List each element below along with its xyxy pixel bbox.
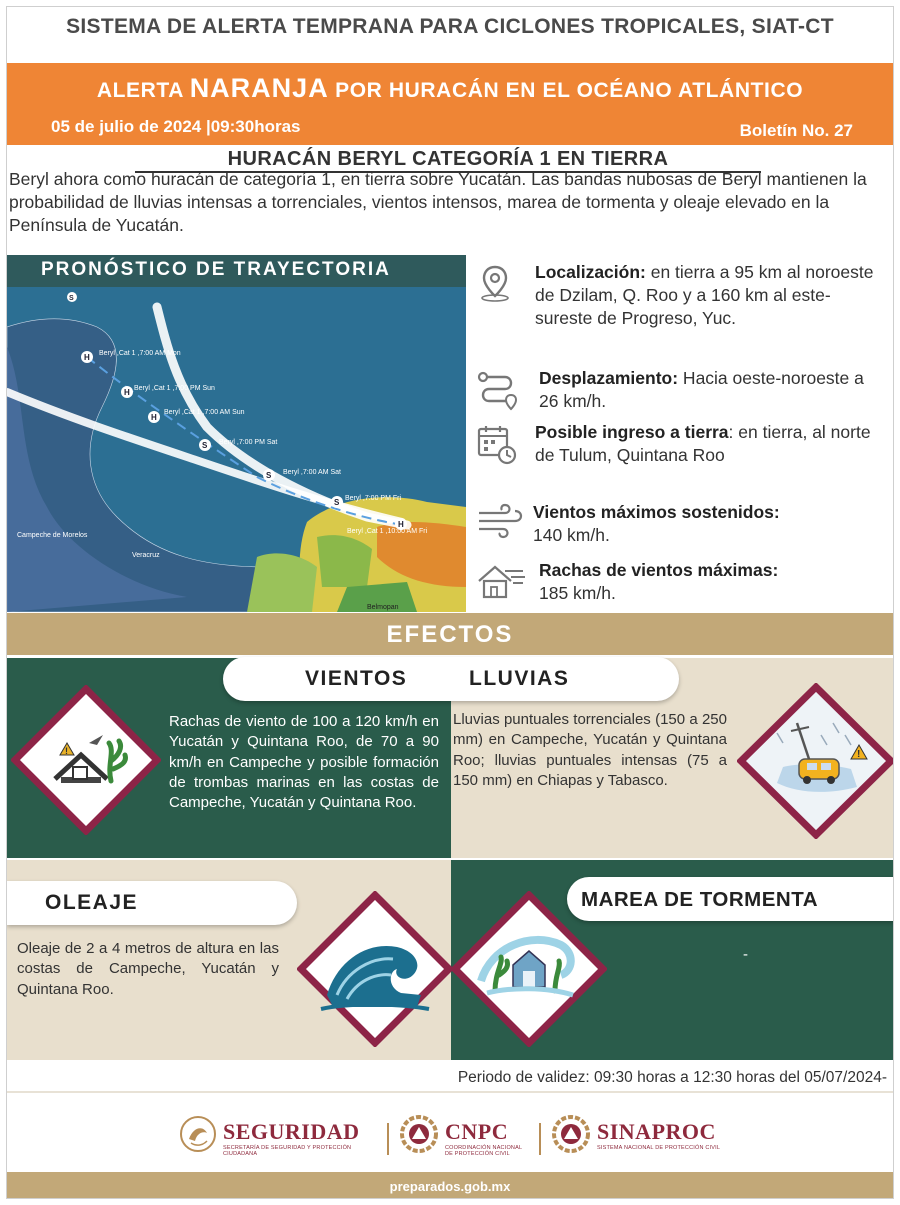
alert-level: NARANJA	[189, 73, 329, 103]
logo-divider	[387, 1123, 389, 1155]
oleaje-pill	[7, 881, 297, 925]
svg-text:!: !	[65, 746, 68, 756]
sinaproc-emblem-icon	[551, 1113, 591, 1155]
cnpc-emblem-icon	[399, 1113, 439, 1155]
institution-logos	[7, 1103, 893, 1173]
effects-title: EFECTOS	[7, 613, 893, 655]
cnpc-name: CNPC	[445, 1119, 509, 1144]
gusts-text: 185 km/h.	[539, 583, 616, 603]
svg-text:S: S	[202, 441, 208, 450]
track-label: Beryl ,7:00 PM Fri	[345, 495, 402, 502]
house-wind-icon	[475, 561, 527, 601]
movement-text: Hacia oeste-noroeste a 26 km/h.	[539, 368, 864, 411]
route-icon	[475, 369, 521, 413]
sinaproc-name: SINAPROC	[597, 1119, 716, 1144]
location-text: en tierra a 95 km al noroeste de Dzilam, Q. Roo y a 160 km al este-sureste de Progreso, Yuc.	[535, 262, 874, 328]
system-title: SISTEMA DE ALERTA TEMPRANA PARA CICLONES TROPICALES, SIAT-CT	[66, 15, 834, 38]
vientos-text: Rachas de viento de 100 a 120 km/h en Yucatán y Quintana Roo, de 70 a 90 km/h en Campeche y posible formación de trombas marinas en las costas de Campeche, Yucatán y Quintana Roo.	[169, 713, 439, 812]
track-label: Beryl ,Cat 1 ,7:00 PM Sun	[134, 385, 215, 392]
info-movement	[475, 367, 891, 421]
track-label: Beryl ,7:00 PM Sat	[219, 439, 278, 446]
lluvias-text: Lluvias puntuales torrenciales (150 a 250 mm) en Campeche, Yucatán y Quintana Roo; lluvias puntuales intensas (75 a 150 mm) en Chiapas y Tabasco.	[453, 711, 727, 789]
oleaje-title: OLEAJE	[45, 891, 139, 914]
marea-title: MAREA DE TORMENTA	[581, 888, 819, 911]
seguridad-name: SEGURIDAD	[223, 1119, 360, 1144]
place-label: Veracruz	[132, 552, 160, 559]
svg-text:!: !	[857, 749, 861, 760]
logo-divider	[539, 1123, 541, 1155]
bulletin-number: Boletín No. 27	[739, 121, 853, 140]
alert-suffix: POR HURACÁN EN EL OCÉANO ATLÁNTICO	[335, 79, 804, 102]
svg-text:H: H	[124, 388, 130, 397]
svg-text:S: S	[266, 471, 272, 480]
track-label: Beryl ,Cat 1 ,7:00 AM Sun	[164, 409, 245, 416]
info-location	[475, 261, 891, 361]
oleaje-text: Oleaje de 2 a 4 metros de altura en las costas de Campeche, Yucatán y Quintana Roo.	[17, 940, 279, 998]
info-winds	[475, 501, 891, 555]
track-label: Beryl ,7:00 AM Sat	[283, 469, 341, 476]
cnpc-subtitle: COORDINACIÓN NACIONAL DE PROTECCIÓN CIVIL	[445, 1145, 523, 1157]
svg-text:S: S	[69, 295, 74, 302]
vientos-title: VIENTOS	[305, 667, 408, 690]
svg-text:H: H	[151, 413, 157, 422]
svg-text:H: H	[84, 353, 90, 362]
trajectory-map	[7, 255, 466, 612]
place-label: Belmopan	[367, 604, 399, 611]
wind-hazard-icon	[11, 685, 161, 835]
map-graphic	[7, 287, 466, 612]
divider-line	[7, 1091, 893, 1093]
footer-url[interactable]: preparados.gob.mx	[7, 1172, 893, 1199]
landfall-label: Posible ingreso a tierra	[535, 422, 729, 442]
eagle-seal-icon	[179, 1113, 217, 1155]
location-pin-icon	[475, 263, 515, 303]
track-label: Beryl ,Cat 1 ,10:00 AM Fri	[347, 528, 428, 535]
cnpc-logo	[399, 1113, 535, 1163]
location-label: Localización:	[535, 262, 646, 282]
gusts-label: Rachas de vientos máximas:	[539, 560, 779, 580]
winds-label: Vientos máximos sostenidos:	[533, 502, 780, 522]
movement-label: Desplazamiento:	[539, 368, 679, 388]
svg-text:H: H	[398, 520, 404, 529]
marea-text: -	[743, 946, 748, 963]
headline: HURACÁN BERYL CATEGORÍA 1 EN TIERRA	[135, 147, 761, 173]
vientos-lluvias-pill	[223, 657, 679, 701]
lluvias-title: LLUVIAS	[469, 667, 570, 690]
seguridad-subtitle: SECRETARÍA DE SEGURIDAD Y PROTECCIÓN CIUDADANA	[223, 1145, 352, 1157]
validity-period: Periodo de validez: 09:30 horas a 12:30 horas del 05/07/2024-	[457, 1069, 887, 1086]
alert-prefix: ALERTA	[96, 79, 184, 102]
winds-text: 140 km/h.	[533, 525, 610, 545]
intro-paragraph: Beryl ahora como huracán de categoría 1, en tierra sobre Yucatán. Las bandas nubosas de Beryl mantienen la probabilidad de lluvias intensas a torrenciales, vientos intensos, marea de tormenta y oleaje elevado en la Península de Yucatán.	[9, 169, 867, 235]
bulletin-page	[6, 6, 894, 1199]
date-time: 05 de julio de 2024 |09:30horas	[51, 117, 301, 136]
alert-line	[7, 73, 893, 104]
landfall-text: : en tierra, al norte de Tulum, Quintana Roo	[535, 422, 871, 465]
marea-pill	[567, 877, 894, 921]
alert-banner	[7, 63, 893, 145]
calendar-clock-icon	[475, 423, 519, 467]
seguridad-logo	[179, 1113, 379, 1163]
rain-flood-icon	[737, 683, 894, 839]
wave-icon	[297, 891, 453, 1047]
place-label: Campeche de Morelos	[17, 532, 88, 539]
svg-text:S: S	[334, 498, 340, 507]
info-gusts	[475, 559, 891, 613]
info-landfall	[475, 421, 891, 475]
sinaproc-subtitle: SISTEMA NACIONAL DE PROTECCIÓN CIVIL	[597, 1145, 721, 1151]
map-title: PRONÓSTICO DE TRAYECTORIA	[7, 255, 466, 287]
sinaproc-logo	[551, 1113, 741, 1163]
wind-icon	[475, 503, 525, 539]
track-label: Beryl ,Cat 1 ,7:00 AM Mon	[99, 350, 181, 357]
